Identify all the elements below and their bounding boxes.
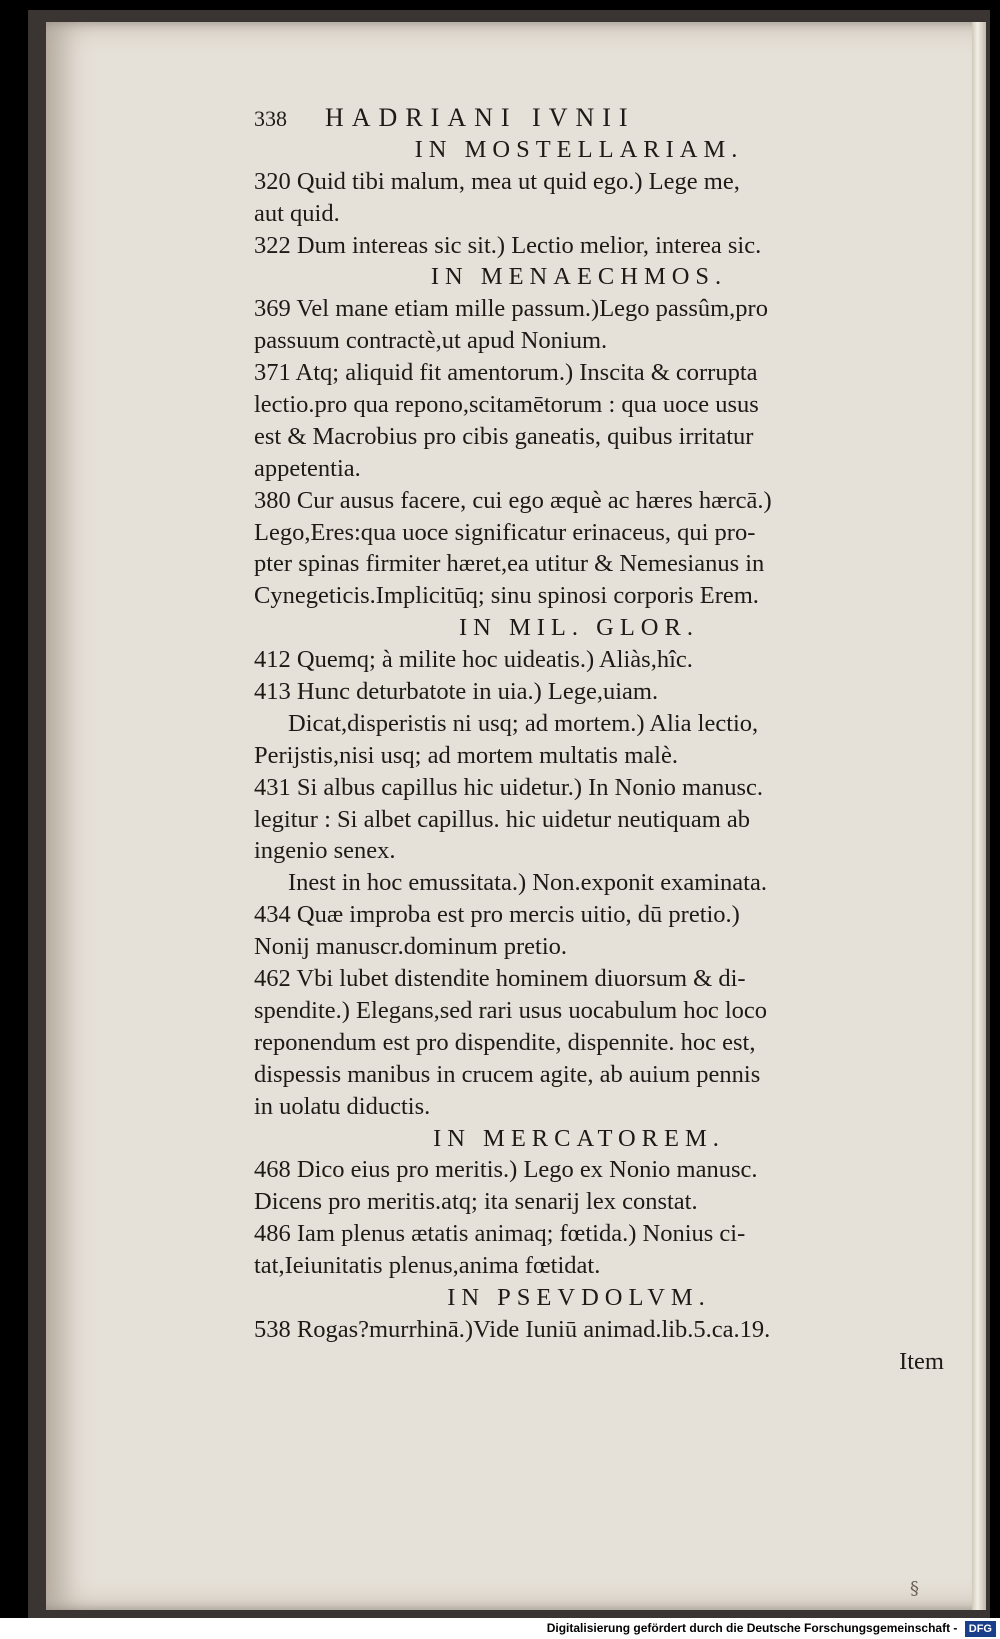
page-number: 338 xyxy=(254,106,287,131)
text-line: tat,Ieiunitatis plenus,anima fœtidat. xyxy=(254,1252,601,1280)
text-line: Nonij manuscr.dominum pretio. xyxy=(254,933,568,961)
running-head-title: HADRIANI IVNII xyxy=(325,103,636,132)
text-line: 412 Quemq; à milite hoc uideatis.) Aliàs,hîc. xyxy=(254,646,693,674)
text-line: 320 Quid tibi malum, mea ut quid ego.) Lege me, xyxy=(254,167,740,195)
text-line: 431 Si albus capillus hic uidetur.) In Nonio manusc. xyxy=(254,773,763,801)
page-edge xyxy=(972,22,986,1610)
text-line: appetentia. xyxy=(254,454,361,482)
text-line: Dicens pro meritis.atq; ita senarij lex constat. xyxy=(254,1188,698,1216)
section-heading: IN PSEVDOLVM. xyxy=(447,1283,711,1311)
text-line: est & Macrobius pro cibis ganeatis, quibus irritatur xyxy=(254,422,754,450)
text-line: Perijstis,nisi usq; ad mortem multatis malè. xyxy=(254,741,678,769)
dfg-logo: DFG xyxy=(965,1621,996,1637)
text-line: passuum contractè,ut apud Nonium. xyxy=(254,327,608,355)
text-line: Inest in hoc emussitata.) Non.exponit examinata. xyxy=(288,869,767,897)
text-line: Dicat,disperistis ni usq; ad mortem.) Alia lectio, xyxy=(288,709,759,737)
text-line: 322 Dum intereas sic sit.) Lectio melior, interea sic. xyxy=(254,231,762,259)
text-line: in uolatu diductis. xyxy=(254,1092,431,1120)
corner-mark: § xyxy=(910,1578,919,1599)
text-line: ingenio senex. xyxy=(254,837,396,865)
text-line: 371 Atq; aliquid fit amentorum.) Inscita & corrupta xyxy=(254,359,758,387)
digitization-footer xyxy=(0,1618,1000,1639)
text-line: legitur : Si albet capillus. hic uidetur neutiquam ab xyxy=(254,805,751,833)
text-line: 380 Cur ausus facere, cui ego æquè ac hæres hærcā.) xyxy=(254,486,772,514)
text-line: reponendum est pro dispendite, dispennite. hoc est, xyxy=(254,1028,756,1056)
page-text xyxy=(254,102,944,1378)
text-line: 486 Iam plenus ætatis animaq; fœtida.) Nonius ci- xyxy=(254,1220,746,1248)
text-line: 468 Dico eius pro meritis.) Lego ex Nonio manusc. xyxy=(254,1156,758,1184)
text-line: aut quid. xyxy=(254,199,340,227)
section-heading: IN MENAECHMOS. xyxy=(430,263,728,291)
text-line: Cynegeticis.Implicitūq; sinu spinosi corporis Erem. xyxy=(254,582,759,610)
section-heading: IN MERCATOREM. xyxy=(433,1124,725,1152)
section-heading: IN MIL. GLOR. xyxy=(459,614,699,642)
text-line: dispessis manibus in crucem agite, ab auium pennis xyxy=(254,1060,761,1088)
text-lines xyxy=(254,134,944,1378)
text-line: 462 Vbi lubet distendite hominem diuorsum & di- xyxy=(254,965,746,993)
text-line: 434 Quæ improba est pro mercis uitio, dū pretio.) xyxy=(254,901,740,929)
footer-text: Digitalisierung gefördert durch die Deutsche Forschungsgemeinschaft - xyxy=(546,1621,958,1635)
text-line: pter spinas firmiter hæret,ea utitur & Nemesianus in xyxy=(254,550,765,578)
running-head xyxy=(254,102,944,134)
text-line: Lego,Eres:qua uoce significatur erinaceus, qui pro- xyxy=(254,518,756,546)
text-line: 538 Rogas?murrhinā.)Vide Iuniū animad.lib.5.ca.19. xyxy=(254,1315,771,1343)
text-line: lectio.pro qua repono,scitamētorum : qua uoce usus xyxy=(254,391,759,419)
section-heading: IN MOSTELLARIAM. xyxy=(414,135,744,163)
text-line: 413 Hunc deturbatote in uia.) Lege,uiam. xyxy=(254,678,659,706)
text-line: spendite.) Elegans,sed rari usus uocabulum hoc loco xyxy=(254,996,768,1024)
text-line: Item xyxy=(899,1347,944,1375)
text-line: 369 Vel mane etiam mille passum.)Lego passûm,pro xyxy=(254,295,768,323)
